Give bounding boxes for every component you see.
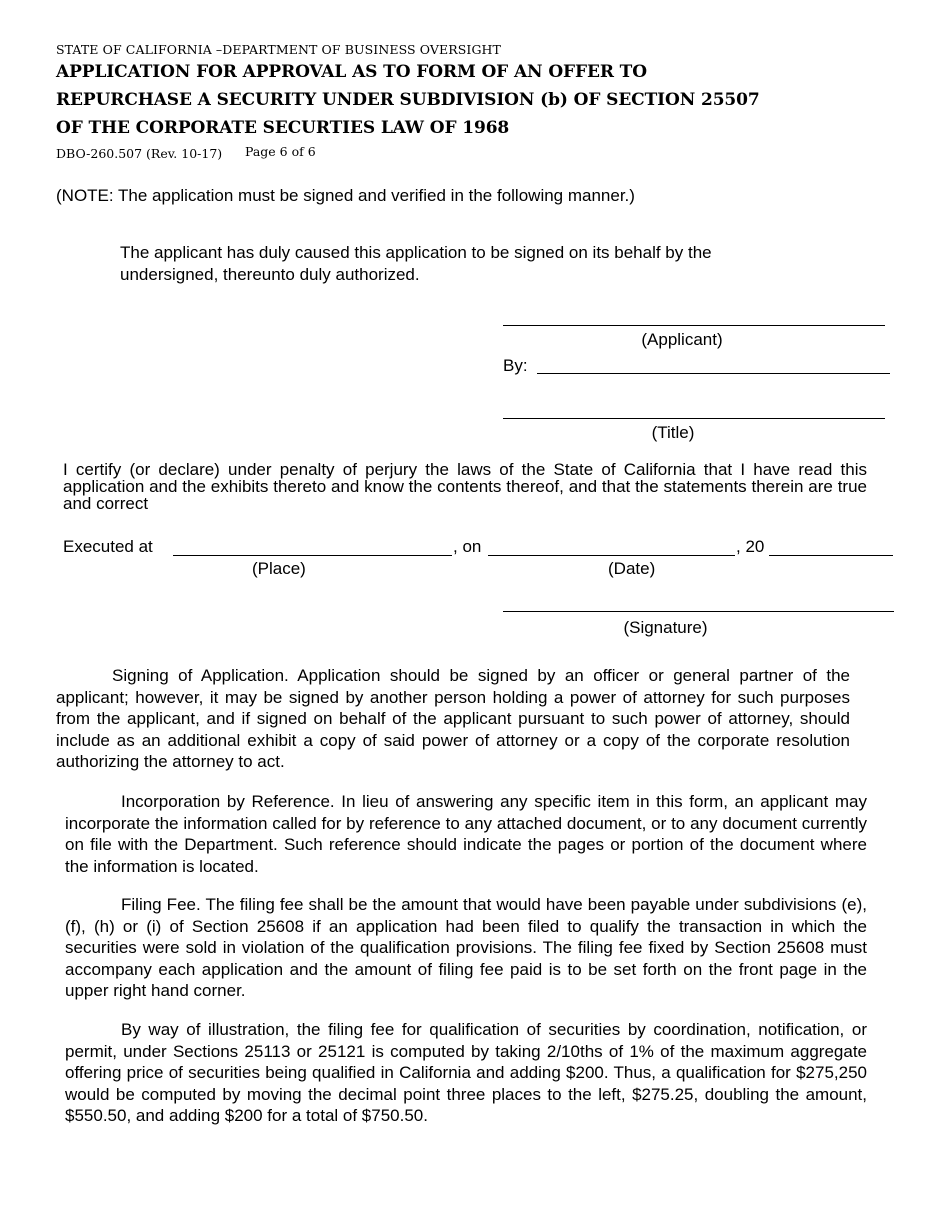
executed-at-label: Executed at xyxy=(63,537,153,556)
form-title-line-2: REPURCHASE A SECURITY UNDER SUBDIVISION (b) OF SECTION 25507 xyxy=(56,90,760,110)
by-signature-line[interactable] xyxy=(537,373,890,374)
date-label: (Date) xyxy=(608,559,656,578)
form-title-line-1: APPLICATION FOR APPROVAL AS TO FORM OF AN OFFER TO xyxy=(56,62,647,82)
authorization-line-2: undersigned, thereunto duly authorized. xyxy=(120,265,420,284)
signing-note: (NOTE: The application must be signed and verified in the following manner.) xyxy=(56,186,635,205)
title-label: (Title) xyxy=(651,423,695,442)
applicant-line[interactable] xyxy=(503,325,885,326)
date-line[interactable] xyxy=(488,555,735,556)
page-number: Page 6 of 6 xyxy=(245,144,316,159)
authorization-line-1: The applicant has duly caused this application to be signed on its behalf by the xyxy=(120,243,712,262)
place-label: (Place) xyxy=(252,559,306,578)
fee-illustration: By way of illustration, the filing fee for qualification of securities by coordination, notification, or permit, under Sections 25113 or 25121 is computed by taking 2/10ths of 1% of the maximum aggregate offering price of securities being qualified in California and adding $200. Thus, a qualification for $275,250 would be computed by moving the decimal point three places to the left, $275.25, doubling the amount, $550.50, and adding $200 for a total of $750.50. xyxy=(65,1020,867,1126)
title-line[interactable] xyxy=(503,418,885,419)
signing-instructions: Signing of Application. Application should be signed by an officer or general partner of the applicant; however, it may be signed by another person holding a power of attorney for such purposes from the applicant, and if signed on behalf of the applicant pursuant to such power of attorney, should include as an additional exhibit a copy of said power of attorney or a copy of the corporate resolution authorizing the attorney to act. xyxy=(56,666,850,772)
year-label: , 20 xyxy=(736,537,765,556)
incorporation-instructions: Incorporation by Reference. In lieu of answering any specific item in this form, an applicant may incorporate the information called for by reference to any attached document, or to any document currently on file with the Department. Such reference should indicate the pages or portion of the document where the information is located. xyxy=(65,792,867,876)
certification-statement: I certify (or declare) under penalty of perjury the laws of the State of California that I have read this application and the exhibits thereto and know the contents thereof, and that the statements therein are true and correct xyxy=(63,460,867,513)
agency-name: STATE OF CALIFORNIA –DEPARTMENT OF BUSINESS OVERSIGHT xyxy=(56,42,501,57)
form-number: DBO-260.507 (Rev. 10-17) xyxy=(56,146,223,161)
signature-line[interactable] xyxy=(503,611,894,612)
by-label: By: xyxy=(503,356,528,375)
applicant-label: (Applicant) xyxy=(641,330,723,349)
year-line[interactable] xyxy=(769,555,893,556)
form-title-line-3: OF THE CORPORATE SECURTIES LAW OF 1968 xyxy=(56,118,510,138)
filing-fee-instructions: Filing Fee. The filing fee shall be the amount that would have been payable under subdivisions (e), (f), (h) or (i) of Section 25608 if an application had been filed to qualify the transaction in which the securities were sold in violation of the qualification provisions. The filing fee fixed by Section 25608 must accompany each application and the amount of filing fee paid is to be set forth on the front page in the upper right hand corner. xyxy=(65,895,867,1001)
signature-label: (Signature) xyxy=(623,618,708,637)
place-line[interactable] xyxy=(173,555,452,556)
on-label: , on xyxy=(453,537,482,556)
